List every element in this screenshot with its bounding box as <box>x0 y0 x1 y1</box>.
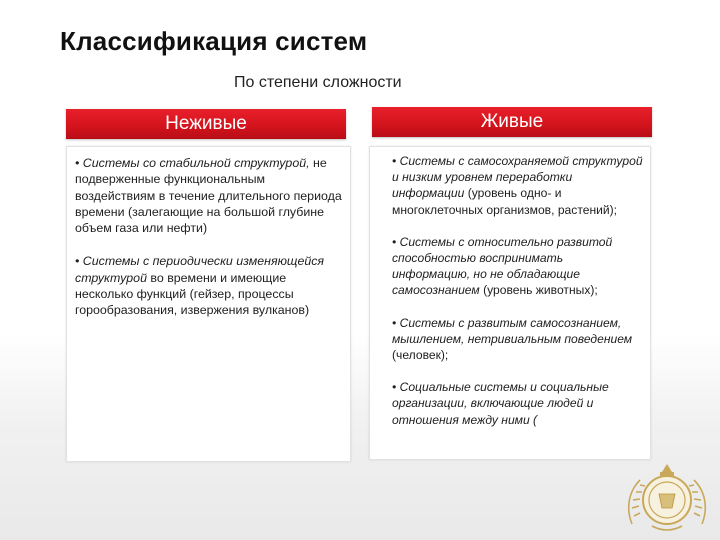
list-item <box>392 379 644 428</box>
list-item <box>392 315 644 364</box>
item-text: (уровень одно- и многоклеточных организмов, растений); <box>392 186 618 217</box>
column-header-nonliving: Неживые <box>66 109 346 139</box>
item-text: не подверженные функциональным воздействиям в течение длительного периода времени (залегающие на большой глубине объем газа или нефти) <box>75 156 342 236</box>
list-item <box>75 253 344 318</box>
item-text: во времени и имеющие несколько функций (гейзер, процессы горообразования, извержения вулканов) <box>75 270 310 318</box>
list-item <box>392 234 644 299</box>
living-systems-panel <box>369 146 651 460</box>
slide-title: Классификация систем <box>60 26 368 56</box>
slide-subtitle: По степени сложности <box>234 74 402 91</box>
item-emphasis: • Социальные системы и социальные организации, включающие людей и отношения между ними ( <box>392 380 609 427</box>
list-item <box>392 153 644 218</box>
item-emphasis: • Системы с развитым самосознанием, мышлением, нетривиальным поведением <box>392 315 633 346</box>
university-emblem-icon <box>622 454 712 534</box>
nonliving-systems-panel <box>66 146 351 462</box>
item-emphasis: • Системы со стабильной структурой, <box>75 156 310 170</box>
item-emphasis: • Системы с самосохраняемой структурой и низким уровнем переработки информации <box>392 154 643 201</box>
column-header-living: Живые <box>372 107 652 137</box>
item-emphasis: • Системы с периодически изменяющейся структурой <box>75 254 325 285</box>
item-text: (уровень животных); <box>479 283 598 298</box>
list-item <box>75 155 344 236</box>
item-text: (человек); <box>392 348 449 363</box>
item-emphasis: • Системы с относительно развитой способностью воспринимать информацию, но не обладающие самосознанием <box>392 234 613 298</box>
